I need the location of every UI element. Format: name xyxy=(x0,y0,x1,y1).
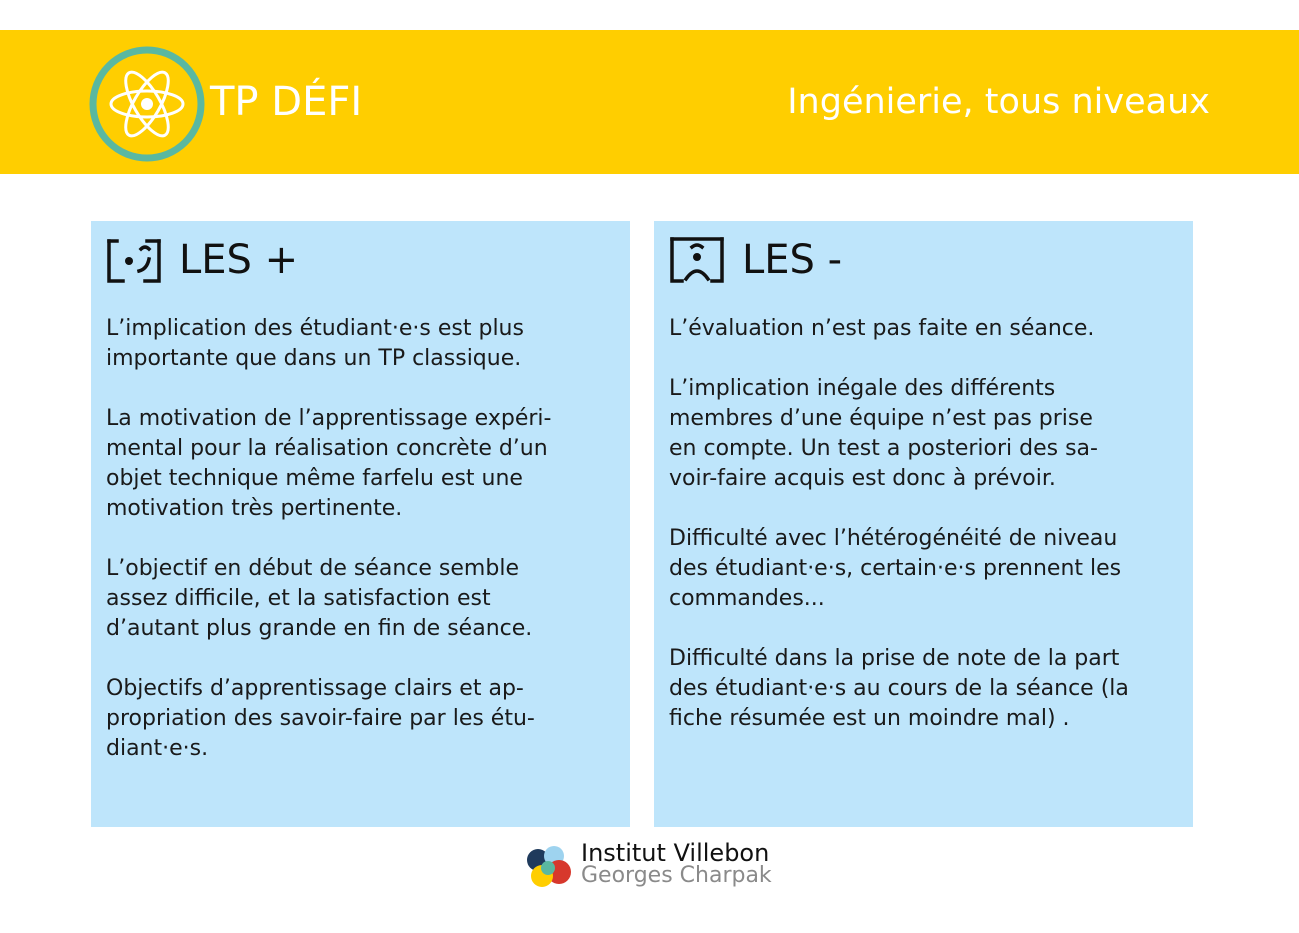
header-banner xyxy=(0,30,1299,174)
plus-paragraph: L’objectif en début de séance semble assez difficile, et la satisfaction est d’autant plus grande en fin de séance. xyxy=(106,556,533,641)
page-subtitle: Ingénierie, tous niveaux xyxy=(787,82,1210,122)
minus-paragraph: L’évaluation n’est pas faite en séance. xyxy=(669,316,1095,341)
institut-logo-icon xyxy=(524,842,576,890)
institut-logo xyxy=(524,840,784,892)
plus-panel-body xyxy=(106,314,626,794)
plus-panel xyxy=(91,221,630,827)
sad-face-icon xyxy=(668,235,726,285)
plus-paragraph: La motivation de l’apprentissage expéri- mental pour la réalisation concrète d’un objet technique même farfelu est une motivation très pertinente. xyxy=(106,406,552,521)
minus-panel-title: LES - xyxy=(742,237,843,283)
minus-paragraph: Difficulté avec l’hétérogénéité de niveau des étudiant·e·s, certain·e·s prennent les commandes... xyxy=(669,526,1122,611)
plus-panel-title: LES + xyxy=(179,237,299,283)
minus-panel-body xyxy=(669,314,1189,764)
plus-paragraph: Objectifs d’apprentissage clairs et ap- propriation des savoir-faire par les étu- diant·e·s. xyxy=(106,676,535,761)
atom-icon xyxy=(88,45,206,163)
minus-paragraph: Difficulté dans la prise de note de la part des étudiant·e·s au cours de la séance (la fiche résumée est un moindre mal) . xyxy=(669,646,1129,731)
institut-subname: Georges Charpak xyxy=(581,863,772,888)
smiley-face-icon xyxy=(105,235,163,285)
institut-name: Institut Villebon xyxy=(581,839,770,867)
page-title: TP DÉFI xyxy=(210,79,363,125)
minus-paragraph: L’implication inégale des différents membres d’une équipe n’est pas prise en compte. Un test a posteriori des sa- voir-faire acquis est donc à prévoir. xyxy=(669,376,1098,491)
plus-paragraph: L’implication des étudiant·e·s est plus importante que dans un TP classique. xyxy=(106,316,524,371)
minus-panel xyxy=(654,221,1193,827)
